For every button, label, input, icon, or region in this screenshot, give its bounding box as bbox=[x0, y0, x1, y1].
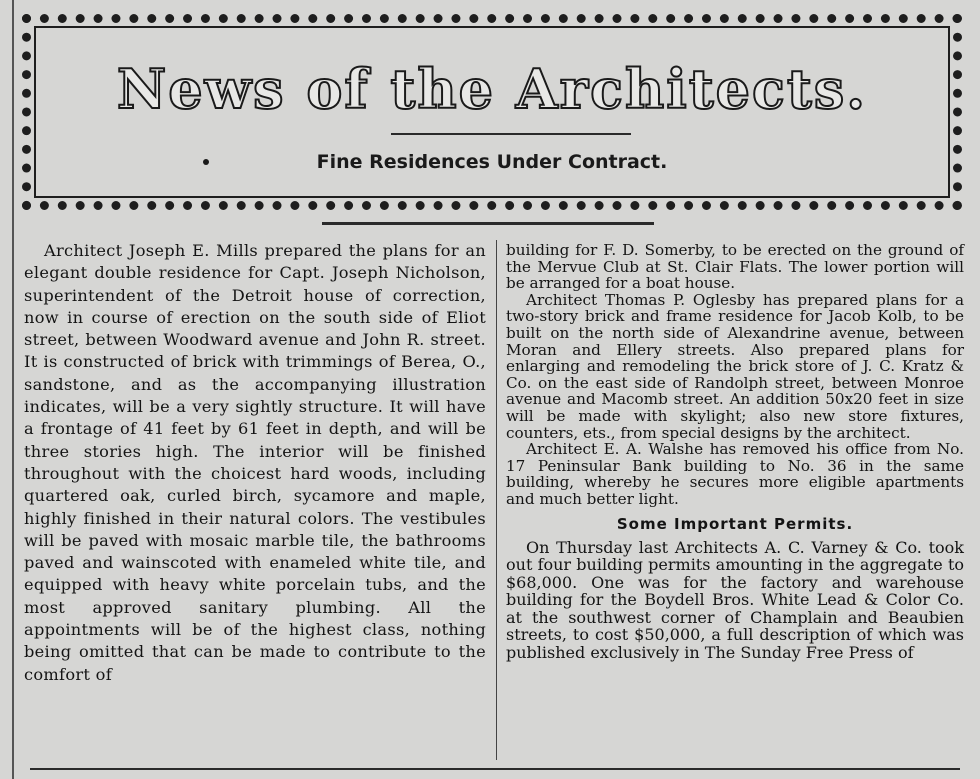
left-column bbox=[24, 240, 486, 686]
varney-paragraph: On Thursday last Architects A. C. Varney & Co. took out four building permits amounting in the aggregate to $68,000. One was for the factory and warehouse building for the Boydell Bros. White Lead & Color Co. at the southwest corner of Champlain and Beaubien streets, to cost $50,000, a full description of which was published exclusively in The Sunday Free Press of bbox=[506, 537, 964, 663]
page-edge-rule bbox=[12, 0, 14, 779]
walshe-paragraph: Architect E. A. Walshe has removed his office from No. 17 Peninsular Bank building to No. 36 in the same building, whereby he secures more eligible apartments and much better light. bbox=[506, 440, 964, 508]
bottom-rule bbox=[30, 768, 960, 770]
masthead-box bbox=[22, 14, 962, 210]
subheadline: Fine Residences Under Contract. bbox=[316, 151, 668, 173]
masthead-underline bbox=[322, 222, 654, 225]
headline-rule bbox=[391, 133, 631, 135]
right-column bbox=[506, 242, 964, 662]
section-title: Some Important Permits. bbox=[616, 514, 854, 533]
oglesby-paragraph: Architect Thomas P. Oglesby has prepared plans for a two-story brick and frame residence for Jacob Kolb, to be built on the north side of Alexandrine avenue, between Moran and Ellery streets. Also prepared plans for enlarging and remodeling the brick store of J. C. Kratz & Co. on the east side of Randolph street, between Monroe avenue and Macomb street. An addition 50x20 feet in size will be made with skylight; also new store fixtures, counters, ets., from special designs by the architect. bbox=[506, 290, 964, 442]
mills-paragraph: Architect Joseph E. Mills prepared the plans for an elegant double residence for Capt. Joseph Nicholson, superintendent of the Detroit house of correction, now in course of erection on the south side of Eliot street, between Woodward avenue and John R. street. It is constructed of brick with trimmings of Berea, O., sandstone, and as the accompanying illustration indicates, will be a very sightly structure. It will have a frontage of 41 feet by 61 feet in depth, and will be three stories high. The interior will be finished throughout with the choicest hard woods, including quartered oak, curled birch, sycamore and maple, highly finished in their natural colors. The vestibules will be paved with mosaic marble tile, the bathrooms paved and wainscoted with enameled white tile, and equipped with heavy white porcelain tubs, and the most approved sanitary plumbing. All the appointments will be of the highest class, nothing being omitted that can be made to contribute to the comfort of bbox=[24, 241, 486, 684]
somerby-continuation: building for F. D. Somerby, to be erected on the ground of the Mervue Club at St. Clair Flats. The lower portion will be arranged for a boat house. bbox=[506, 241, 964, 293]
column-divider bbox=[496, 240, 497, 760]
headline: News of the Architects. bbox=[116, 57, 868, 121]
